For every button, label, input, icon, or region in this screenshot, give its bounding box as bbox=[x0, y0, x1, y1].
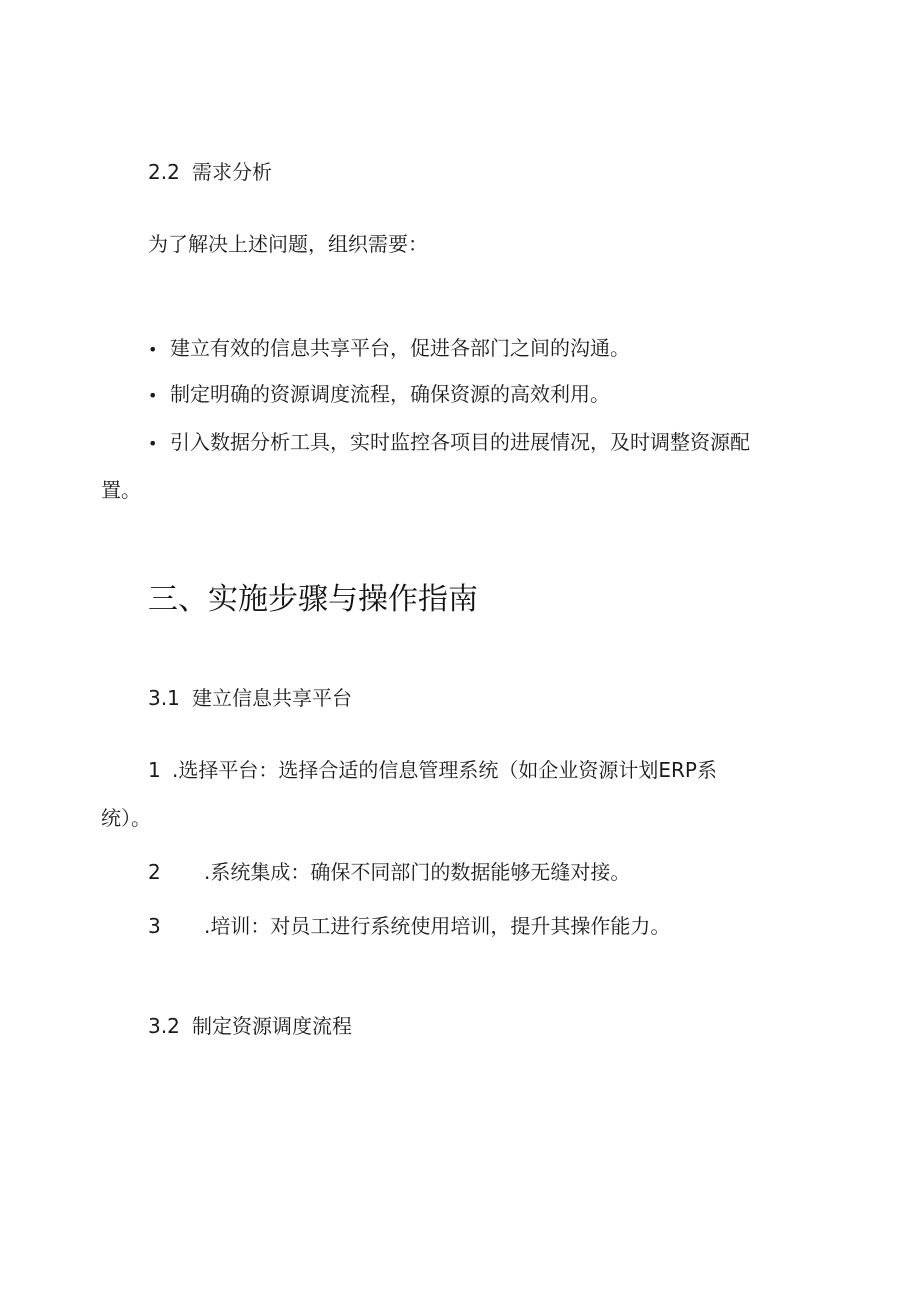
step-text: .选择平台：选择合适的信息管理系统（如企业资源计划ERP系 bbox=[172, 758, 717, 782]
step-number: 3 bbox=[148, 914, 161, 938]
step-item bbox=[148, 912, 670, 940]
step-number: 2 bbox=[148, 860, 161, 884]
section-number: 2.2 bbox=[148, 160, 180, 184]
bullet-text: 建立有效的信息共享平台，促进各部门之间的沟通。 bbox=[170, 336, 630, 360]
bullet-item bbox=[148, 428, 750, 458]
section-3-2-heading bbox=[148, 1012, 352, 1040]
bullet-icon: • bbox=[148, 386, 158, 405]
step-text: .培训：对员工进行系统使用培训，提升其操作能力。 bbox=[204, 914, 671, 938]
bullet-text: 制定明确的资源调度流程，确保资源的高效利用。 bbox=[170, 382, 610, 406]
section-title: 需求分析 bbox=[192, 160, 272, 184]
bullet-continuation: 置。 bbox=[101, 478, 141, 502]
section-title: 制定资源调度流程 bbox=[192, 1014, 352, 1038]
bullet-item bbox=[148, 380, 610, 410]
section-2-2-heading bbox=[148, 158, 272, 186]
step-item bbox=[148, 858, 630, 886]
section-number: 3.2 bbox=[148, 1014, 180, 1038]
bullet-text: 引入数据分析工具，实时监控各项目的进展情况，及时调整资源配 bbox=[170, 430, 750, 454]
section-title: 建立信息共享平台 bbox=[192, 686, 352, 710]
step-item bbox=[148, 756, 717, 784]
bullet-icon: • bbox=[148, 434, 158, 453]
section-number: 3.1 bbox=[148, 686, 180, 710]
step-number: 1 bbox=[148, 758, 161, 782]
section-3-1-heading bbox=[148, 684, 352, 712]
chapter-3-heading: 三、实施步骤与操作指南 bbox=[148, 582, 478, 617]
intro-paragraph: 为了解决上述问题，组织需要： bbox=[148, 232, 428, 256]
step-continuation: 统）。 bbox=[101, 806, 151, 830]
step-text: .系统集成：确保不同部门的数据能够无缝对接。 bbox=[204, 860, 631, 884]
bullet-icon: • bbox=[148, 340, 158, 359]
bullet-item bbox=[148, 334, 630, 364]
